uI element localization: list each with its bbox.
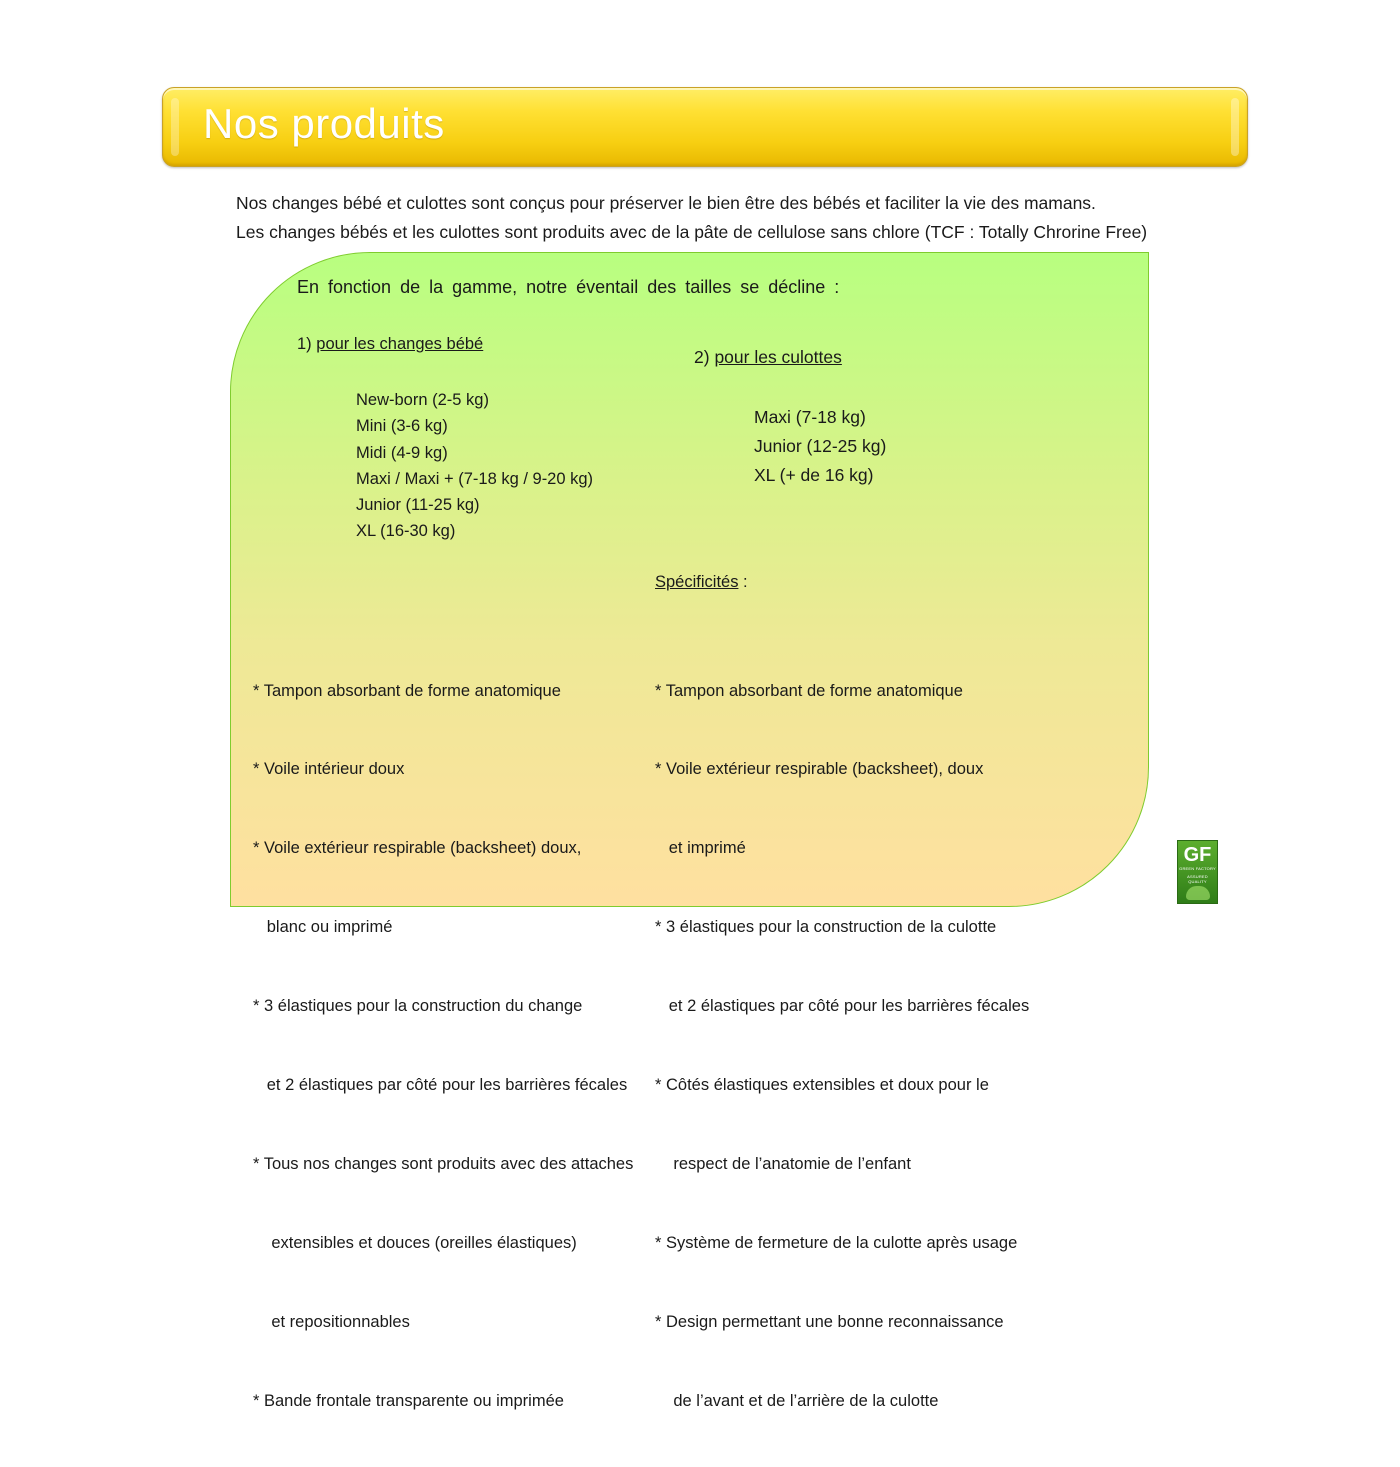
list-item: Mini (3-6 kg): [356, 417, 448, 436]
culottes-subtitle: [694, 347, 842, 368]
list-item: Midi (4-9 kg): [356, 443, 448, 462]
list-item: * Tous nos changes sont produits avec des attaches: [253, 1154, 634, 1173]
list-item: Junior (12-25 kg): [754, 436, 887, 456]
specs-heading: [655, 573, 748, 592]
list-item: * Design permettant une bonne reconnaissance: [655, 1312, 1004, 1331]
list-item: Maxi (7-18 kg): [754, 407, 866, 427]
logo-line-2: ASSURED: [1187, 874, 1208, 879]
culottes-sizes-list: [754, 403, 886, 490]
list-item: Junior (11-25 kg): [356, 496, 480, 515]
list-item: New-born (2-5 kg): [356, 391, 489, 409]
culottes-title: pour les culottes: [714, 347, 842, 367]
list-item: * Côtés élastiques extensibles et doux pour le: [655, 1076, 989, 1095]
list-item: respect de l’anatomie de l’enfant: [655, 1154, 911, 1173]
intro-text: [236, 189, 1147, 247]
changes-sizes-list: [356, 387, 593, 545]
sizes-panel: [230, 252, 1149, 1410]
specs-title: Spécificités: [655, 573, 739, 591]
changes-subtitle: [297, 335, 483, 354]
list-item: blanc ou imprimé: [253, 918, 393, 937]
intro-line-2: Les changes bébés et les culottes sont produits avec de la pâte de cellulose sans chlore (TCF : Totally Chrorine Free): [236, 222, 1148, 242]
panel-heading: En fonction de la gamme, notre éventail des tailles se décline :: [297, 277, 840, 297]
culottes-features-list: [655, 625, 1029, 1467]
list-item: * Voile extérieur respirable (backsheet) doux,: [253, 839, 582, 858]
list-item: * 3 élastiques pour la construction de la culotte: [655, 918, 997, 937]
title-banner: [162, 87, 1248, 167]
list-item: * Tampon absorbant de forme anatomique: [253, 681, 561, 700]
list-item: * Bande frontale transparente ou imprimée: [253, 1391, 564, 1410]
list-item: * Voile extérieur respirable (backsheet), doux: [655, 760, 984, 779]
list-item: et 2 élastiques par côté pour les barrières fécales: [655, 997, 1030, 1016]
intro-line-1: Nos changes bébé et culottes sont conçus pour préserver le bien être des bébés et faciliter la vie des mamans.: [236, 193, 1096, 213]
specs-suffix: :: [738, 573, 748, 591]
list-item: * Tampon absorbant de forme anatomique: [655, 681, 963, 700]
logo-mark: GF: [1183, 844, 1212, 866]
list-item: XL (16-30 kg): [356, 522, 456, 541]
logo-line-1: GREEN FACTORY: [1179, 866, 1216, 871]
list-item: * 3 élastiques pour la construction du change: [253, 997, 583, 1016]
changes-title: pour les changes bébé: [316, 335, 484, 353]
changes-features-list: [253, 625, 633, 1467]
list-item: * Système de fermeture de la culotte après usage: [655, 1233, 1018, 1252]
list-item: et 2 élastiques par côté pour les barrières fécales: [253, 1076, 628, 1095]
list-item: Maxi / Maxi + (7-18 kg / 9-20 kg): [356, 469, 594, 488]
list-item: * Voile intérieur doux: [253, 760, 405, 779]
culottes-number: 2): [694, 347, 710, 367]
list-item: et repositionnables: [253, 1312, 410, 1331]
list-item: de l’avant et de l’arrière de la culotte: [655, 1391, 939, 1410]
logo-line-3: QUALITY: [1188, 879, 1207, 884]
leaf-icon: [1186, 886, 1210, 900]
page-title: Nos produits: [203, 100, 445, 147]
list-item: XL (+ de 16 kg): [754, 465, 874, 485]
green-factory-logo: [1177, 840, 1218, 904]
list-item: et imprimé: [655, 839, 746, 858]
changes-number: 1): [297, 335, 312, 353]
list-item: extensibles et douces (oreilles élastiques): [253, 1233, 577, 1252]
